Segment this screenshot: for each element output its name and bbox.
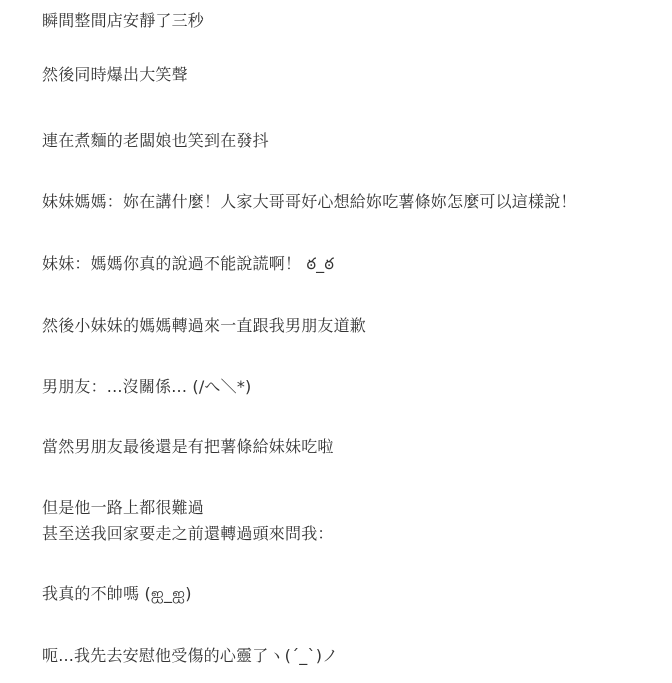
text-line: 但是他一路上都很難過 <box>42 498 205 517</box>
paragraph-6 <box>42 313 366 339</box>
text-line: 然後小妹妹的媽媽轉過來一直跟我男朋友道歉 <box>42 316 367 335</box>
text-line: 當然男朋友最後還是有把薯條給妹妹吃啦 <box>42 437 334 456</box>
paragraph-5 <box>42 251 334 277</box>
text-line: 妹妹媽媽：妳在講什麼！人家大哥哥好心想給妳吃薯條妳怎麼可以這樣說！ <box>42 192 577 211</box>
text-line: 瞬間整間店安靜了三秒 <box>42 11 205 30</box>
paragraph-4 <box>42 189 577 215</box>
paragraph-2 <box>42 62 188 88</box>
paragraph-11 <box>42 643 338 669</box>
text-line: 我真的不帥嗎 (ஐ_ஐ) <box>42 584 192 603</box>
paragraph-3 <box>42 128 269 154</box>
text-line: 呃...我先去安慰他受傷的心靈了ヽ(ˊ_ˋ)ノ <box>42 646 339 665</box>
paragraph-7 <box>42 374 251 400</box>
paragraph-1 <box>42 8 204 34</box>
paragraph-8 <box>42 434 334 460</box>
text-line: 然後同時爆出大笑聲 <box>42 65 188 84</box>
text-line: 男朋友：...沒關係... (/へ＼*) <box>42 377 252 396</box>
text-line: 妹妹：媽媽你真的說過不能說謊啊！ ఠ_ఠ <box>42 254 335 273</box>
paragraph-10 <box>42 581 192 607</box>
text-line: 連在煮麵的老闆娘也笑到在發抖 <box>42 131 269 150</box>
paragraph-9 <box>42 495 334 547</box>
text-line: 甚至送我回家要走之前還轉過頭來問我： <box>42 524 334 543</box>
